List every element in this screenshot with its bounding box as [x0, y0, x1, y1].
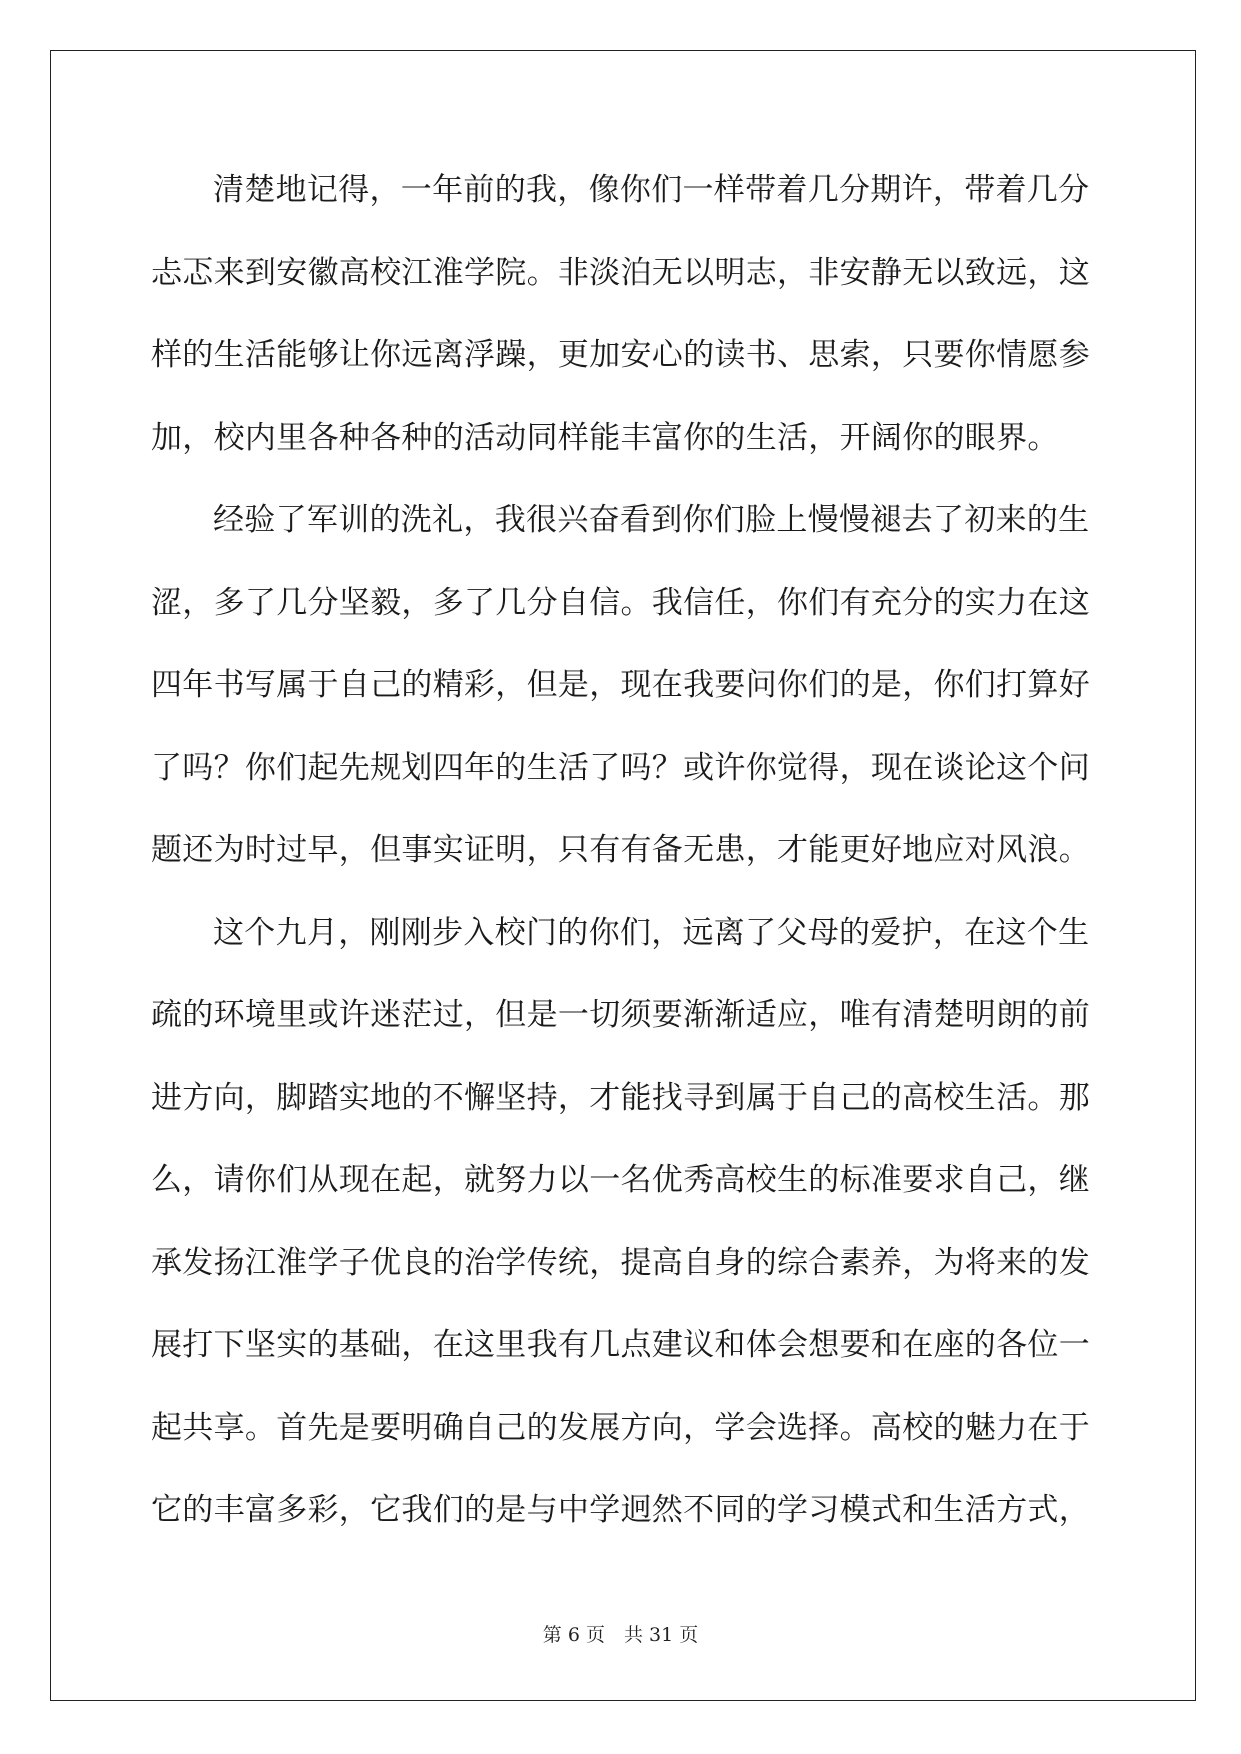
text-line: 这个九月，刚刚步入校门的你们，远离了父母的爱护，在这个生 [213, 914, 1090, 951]
text-line: 承发扬江淮学子优良的治学传统，提高自身的综合素养，为将来的发 [151, 1244, 1090, 1281]
text-line: 么，请你们从现在起，就努力以一名优秀高校生的标准要求自己，继 [151, 1162, 1090, 1198]
text-line: 样的生活能够让你远离浮躁，更加安心的读书、思索，只要你情愿参 [151, 337, 1090, 373]
text-line: 涩，多了几分坚毅，多了几分自信。我信任，你们有充分的实力在这 [151, 584, 1090, 621]
text-line: 加，校内里各种各种的活动同样能丰富你的生活，开阔你的眼界。 [151, 419, 1059, 456]
text-line: 经验了军训的洗礼，我很兴奋看到你们脸上慢慢褪去了初来的生 [213, 502, 1090, 538]
text-line: 题还为时过早，但事实证明，只有有备无患，才能更好地应对风浪。 [151, 832, 1090, 868]
text-line: 忐忑来到安徽高校江淮学院。非淡泊无以明志，非安静无以致远，这 [151, 254, 1090, 291]
text-line: 四年书写属于自己的精彩，但是，现在我要问你们的是，你们打算好 [151, 667, 1090, 703]
page-number-footer: 第 6 页 共 31 页 [542, 1624, 699, 1646]
text-line: 了吗？你们起先规划四年的生活了吗？或许你觉得，现在谈论这个问 [151, 749, 1090, 786]
text-line: 展打下坚实的基础，在这里我有几点建议和体会想要和在座的各位一 [151, 1327, 1090, 1363]
text-line: 进方向，脚踏实地的不懈坚持，才能找寻到属于自己的高校生活。那 [151, 1079, 1090, 1116]
document-body [151, 160, 1091, 1563]
text-line: 清楚地记得，一年前的我，像你们一样带着几分期许，带着几分 [213, 172, 1090, 208]
text-line: 起共享。首先是要明确自己的发展方向，学会选择。高校的魅力在于 [151, 1409, 1090, 1446]
text-line: 它的丰富多彩，它我们的是与中学迥然不同的学习模式和生活方式， [151, 1492, 1090, 1528]
text-line: 疏的环境里或许迷茫过，但是一切须要渐渐适应，唯有清楚明朗的前 [151, 997, 1090, 1033]
